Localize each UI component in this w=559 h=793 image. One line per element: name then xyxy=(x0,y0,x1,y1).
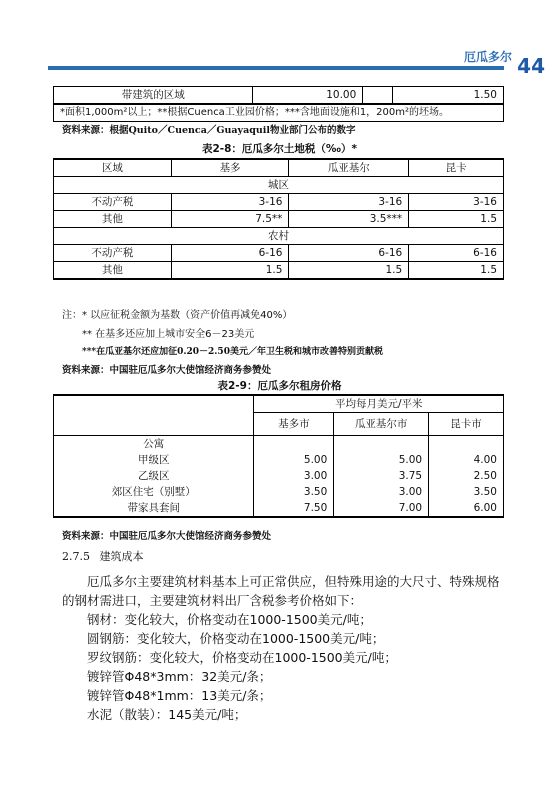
column-header: 瓜亚基尔市 xyxy=(334,413,429,436)
land-tax-table xyxy=(53,158,504,280)
table-note-row xyxy=(54,104,504,122)
table-row xyxy=(54,484,504,500)
table-cell: 7.50 xyxy=(254,500,334,517)
table-cell: 6-16 xyxy=(409,245,504,262)
group-label: 农村 xyxy=(54,228,504,245)
row-label: 其他 xyxy=(54,211,172,228)
table-row xyxy=(54,500,504,517)
table-row xyxy=(54,468,504,484)
table-caption: 表2-8：厄瓜多尔土地税（‰）* xyxy=(201,143,358,155)
table-cell: 3-16 xyxy=(171,194,289,211)
table-header-row xyxy=(54,395,504,413)
source-note: 资料来源：中国驻厄瓜多尔大使馆经济商务参赞处 xyxy=(62,365,272,376)
table-cell: 带建筑的区域 xyxy=(54,87,253,105)
table-cell: 3.00 xyxy=(254,468,334,484)
table-cell: 2.50 xyxy=(429,468,504,484)
column-header: 基多市 xyxy=(254,413,334,436)
table-cell: 7.00 xyxy=(334,500,429,517)
table-caption: 表2-9：厄瓜多尔租房价格 xyxy=(217,380,342,392)
table-cell: 3.00 xyxy=(334,484,429,500)
table-cell: 5.00 xyxy=(334,452,429,468)
table-cell: 6-16 xyxy=(289,245,409,262)
table-row xyxy=(54,194,504,211)
column-header: 昆卡 xyxy=(409,159,504,177)
table-row xyxy=(54,211,504,228)
table-cell: 1.5 xyxy=(409,262,504,280)
column-header: 区域 xyxy=(54,159,172,177)
row-label: 带家具套间 xyxy=(54,500,254,517)
row-label: 甲级区 xyxy=(54,452,254,468)
table-cell: 3-16 xyxy=(289,194,409,211)
running-header-title: 厄瓜多尔 xyxy=(463,50,512,64)
table-footnote: 注：* 以应征税金额为基数（资产价值再减免40%） xyxy=(62,310,293,321)
table-footnote: ** 在基多还应加上城市安全6－23美元 xyxy=(82,329,255,340)
list-item: 罗纹钢筋：变化较大，价格变动在1000-1500美元/吨； xyxy=(87,650,397,665)
list-item: 镀锌管Φ48*3mm：32美元/条； xyxy=(87,669,272,684)
table-row xyxy=(54,245,504,262)
group-label: 城区 xyxy=(54,177,504,194)
table-row xyxy=(54,262,504,280)
table-cell: 6.00 xyxy=(429,500,504,517)
table-cell: 3.50 xyxy=(254,484,334,500)
table-cell: 1.5 xyxy=(409,211,504,228)
table-row xyxy=(54,452,504,468)
table-header-row xyxy=(54,159,504,177)
table-cell: 1.5 xyxy=(289,262,409,280)
section-title: 建筑成本 xyxy=(99,550,144,563)
header-blank xyxy=(54,395,254,436)
row-label: 其他 xyxy=(54,262,172,280)
source-note: 资料来源：根据Quito／Cuenca／Guayaquil物业部门公布的数字 xyxy=(62,125,356,136)
group-row xyxy=(54,177,504,194)
list-item: 水泥（散装）：145美元/吨； xyxy=(87,707,247,722)
row-label: 不动产税 xyxy=(54,245,172,262)
span-header: 平均每月美元/平米 xyxy=(254,395,504,413)
intro-paragraph: 厄瓜多尔主要建筑材料基本上可正常供应，但特殊用途的大尺寸、特殊规格的钢材需进口，主要建筑材料出厂含税参考价格如下： xyxy=(62,574,500,608)
table-cell xyxy=(429,436,504,453)
table-cell: 10.00 xyxy=(253,87,363,105)
table-cell: 3.5*** xyxy=(289,211,409,228)
row-label: 郊区住宅（别墅） xyxy=(54,484,254,500)
table-cell: 5.00 xyxy=(254,452,334,468)
table-cell: 7.5** xyxy=(171,211,289,228)
column-header: 瓜亚基尔 xyxy=(289,159,409,177)
table-cell: 1.50 xyxy=(393,87,504,105)
column-header: 基多 xyxy=(171,159,289,177)
list-item: 钢材：变化较大，价格变动在1000-1500美元/吨； xyxy=(87,612,372,627)
table-cell xyxy=(254,436,334,453)
row-label: 乙级区 xyxy=(54,468,254,484)
section-heading xyxy=(62,548,144,564)
table-prev-continued xyxy=(53,86,504,122)
row-label: 不动产税 xyxy=(54,194,172,211)
materials-list xyxy=(62,610,502,724)
header-rule xyxy=(48,66,504,70)
table-cell: 1.5 xyxy=(171,262,289,280)
table-cell: 4.00 xyxy=(429,452,504,468)
rent-price-table xyxy=(53,394,504,518)
list-item: 圆钢筋：变化较大，价格变动在1000-1500美元/吨； xyxy=(87,631,385,646)
table-footnote: ***在瓜亚基尔还应加征0.20－2.50美元／年卫生税和城市改善特别贡献税 xyxy=(82,347,383,357)
table-note: *面积1,000m²以上；**根据Cuenca工业园价格；***含地面设施和1，200m²的坯场。 xyxy=(54,104,504,122)
table-cell xyxy=(363,87,393,105)
group-row xyxy=(54,436,504,453)
table-cell: 6-16 xyxy=(171,245,289,262)
table-cell: 3-16 xyxy=(409,194,504,211)
source-note: 资料来源：中国驻厄瓜多尔大使馆经济商务参赞处 xyxy=(62,531,272,542)
group-label: 公寓 xyxy=(54,436,254,453)
table-cell xyxy=(334,436,429,453)
page-number: 44 xyxy=(517,54,545,78)
table-cell: 3.75 xyxy=(334,468,429,484)
table-row xyxy=(54,87,504,105)
list-item: 镀锌管Φ48*1mm：13美元/条； xyxy=(87,688,272,703)
group-row xyxy=(54,228,504,245)
section-number: 2.7.5 xyxy=(62,550,90,563)
table-cell: 3.50 xyxy=(429,484,504,500)
column-header: 昆卡市 xyxy=(429,413,504,436)
